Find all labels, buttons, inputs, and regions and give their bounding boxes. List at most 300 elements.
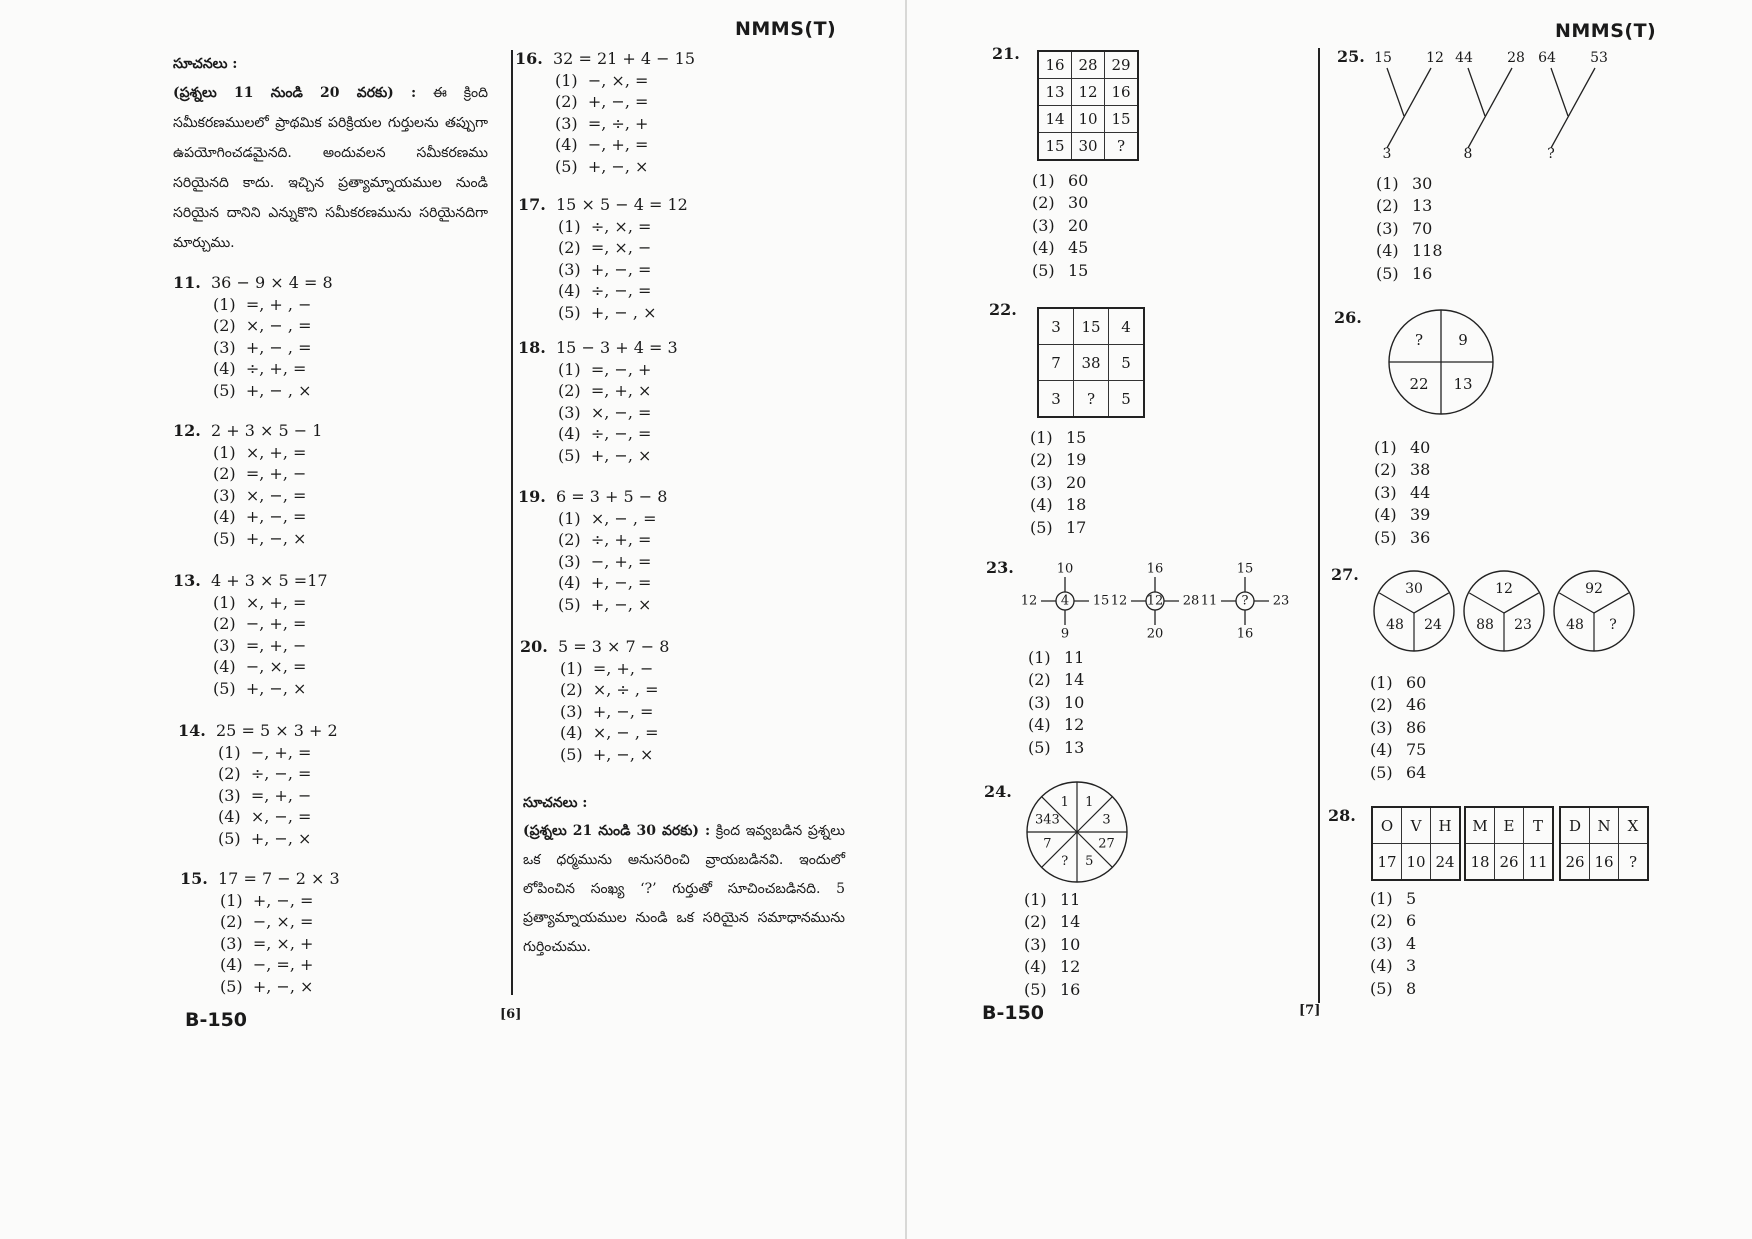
option-value: 12 xyxy=(1064,715,1085,735)
page-header: NMMS(T) xyxy=(1555,20,1657,42)
cross-figure xyxy=(1111,562,1200,642)
option-label: (5) xyxy=(1028,737,1051,757)
q23-options xyxy=(1028,647,1084,759)
option-item[interactable]: (5) +, −, × xyxy=(218,828,312,848)
q28-options xyxy=(1370,888,1416,1000)
option-item[interactable] xyxy=(1370,672,1426,694)
option-value: 75 xyxy=(1406,740,1427,760)
option-item[interactable]: (5) +, − , × xyxy=(213,380,312,400)
option-item[interactable]: (4) ÷, −, = xyxy=(558,424,652,443)
instructions-body: ఈ క్రింది సమీకరణములలో ప్రాథమిక పరిక్రియల గుర్తులను తప్పుగా ఉపయోగించడమైనది. అందువలన సమీకరణము సరియైనది కాదు. ఇచ్చిన ప్రత్యామ్నాయముల నుండి సరియైన దానిని ఎన్నుకొని సమీకరణమును సరియైనదిగా మార్చుము. xyxy=(173,85,489,251)
option-value: 60 xyxy=(1406,673,1427,692)
option-label: (3) xyxy=(1374,482,1397,502)
option-item[interactable]: (5) +, −, × xyxy=(220,976,314,996)
option-item[interactable] xyxy=(1370,762,1426,784)
cross-left-value: 12 xyxy=(1110,593,1128,609)
option-item[interactable]: (5) +, −, × xyxy=(560,744,654,764)
number-cell: 26 xyxy=(1495,844,1524,881)
option-label: (1) xyxy=(1030,428,1053,447)
option-item[interactable] xyxy=(1030,427,1086,449)
question-stem xyxy=(518,337,678,359)
tri-top-value: 30 xyxy=(1405,581,1423,597)
option-label: (5) xyxy=(1030,517,1053,537)
question-equation: 15 − 3 + 4 = 3 xyxy=(556,338,678,357)
option-item[interactable] xyxy=(1032,237,1088,259)
option-item[interactable] xyxy=(1370,955,1416,977)
option-item[interactable]: (3) ×, −, = xyxy=(558,402,652,422)
option-item[interactable]: (1) ×, +, = xyxy=(213,442,307,462)
question-18 xyxy=(518,337,678,466)
grid-cell: 4 xyxy=(1109,308,1145,345)
option-item[interactable] xyxy=(1376,173,1443,195)
option-item[interactable]: (5) +, −, × xyxy=(555,156,649,176)
q22-grid xyxy=(1037,307,1145,418)
option-label: (4) xyxy=(1376,241,1399,261)
question-stem xyxy=(518,194,688,216)
option-value: 20 xyxy=(1066,472,1087,492)
q25-options xyxy=(1376,173,1443,285)
number-cell: 26 xyxy=(1560,844,1590,881)
option-item[interactable]: (5) +, −, × xyxy=(558,445,652,465)
option-label: (5) xyxy=(1374,527,1397,547)
q24-options xyxy=(1024,889,1080,1001)
tri-circle xyxy=(1464,571,1544,651)
grid-cell: 5 xyxy=(1109,381,1145,418)
grid-row xyxy=(1038,381,1144,418)
option-value: 40 xyxy=(1410,438,1431,457)
q21-options xyxy=(1032,170,1088,282)
option-item[interactable] xyxy=(1030,449,1086,471)
option-item[interactable]: (3) =, ×, + xyxy=(220,933,314,953)
question-stem xyxy=(518,486,667,508)
option-item[interactable]: (4) +, −, = xyxy=(213,507,307,526)
options-list xyxy=(558,508,667,616)
option-item[interactable] xyxy=(1028,669,1084,691)
question-equation: 4 + 3 × 5 =17 xyxy=(211,571,328,590)
option-label: (1) xyxy=(1028,648,1051,667)
tri-top-value: 12 xyxy=(1495,581,1513,597)
grid-cell: ? xyxy=(1105,133,1139,161)
numbers-row xyxy=(1465,844,1553,881)
question-number: 16. xyxy=(515,49,543,68)
option-label: (1) xyxy=(1370,889,1393,908)
option-item[interactable] xyxy=(1376,240,1443,262)
question-stem xyxy=(173,420,322,442)
wheel-sector-value: 27 xyxy=(1098,836,1115,852)
option-label: (2) xyxy=(1370,911,1393,931)
option-value: 16 xyxy=(1060,979,1081,999)
grid-cell: 15 xyxy=(1105,106,1139,133)
instructions-title: సూచనలు : xyxy=(173,56,238,72)
option-item[interactable] xyxy=(1028,714,1084,736)
question-12 xyxy=(173,420,322,549)
option-item[interactable]: (4) ×, −, = xyxy=(218,807,312,826)
option-value: 8 xyxy=(1406,978,1417,998)
letter-cell: D xyxy=(1560,807,1590,844)
cross-left-value: 12 xyxy=(1020,593,1038,609)
option-item[interactable]: (2) −, ×, = xyxy=(220,912,314,931)
question-number: 14. xyxy=(178,721,206,740)
option-item[interactable] xyxy=(1374,482,1430,504)
q26-circle xyxy=(1387,308,1497,418)
option-item[interactable] xyxy=(1370,694,1426,716)
option-value: 3 xyxy=(1406,956,1417,976)
y-left-value: 64 xyxy=(1538,50,1556,66)
numbers-row xyxy=(1372,844,1460,881)
option-item[interactable]: (3) −, +, = xyxy=(558,551,652,571)
cross-top-value: 10 xyxy=(1056,561,1074,577)
option-label: (5) xyxy=(1370,762,1393,782)
option-item[interactable] xyxy=(1370,888,1416,910)
option-item[interactable] xyxy=(1370,739,1426,761)
letter-cell: E xyxy=(1495,807,1524,844)
option-item[interactable] xyxy=(1030,494,1086,516)
column-divider xyxy=(1318,48,1320,1003)
right-page xyxy=(905,0,1752,1239)
cross-center-value: 12 xyxy=(1146,593,1164,609)
cross-top-value: 16 xyxy=(1146,561,1164,577)
option-label: (3) xyxy=(1030,472,1053,492)
option-value: 70 xyxy=(1412,218,1433,238)
letters-row xyxy=(1560,807,1648,844)
y-left-value: 44 xyxy=(1455,50,1473,66)
option-item[interactable]: (3) +, − , = xyxy=(213,337,312,357)
option-value: 19 xyxy=(1066,450,1087,470)
option-item[interactable]: (4) +, −, = xyxy=(558,573,652,592)
options-list xyxy=(213,294,333,402)
wheel-sector-value: 7 xyxy=(1043,836,1052,852)
option-item[interactable] xyxy=(1376,263,1443,285)
option-item[interactable] xyxy=(1024,956,1080,978)
q24-number: 24. xyxy=(984,782,1012,801)
option-item[interactable]: (4) −, ×, = xyxy=(213,657,307,676)
option-label: (4) xyxy=(1370,956,1393,976)
y-left-value: 15 xyxy=(1374,50,1392,66)
grid-cell: ? xyxy=(1074,381,1109,418)
option-label: (3) xyxy=(1370,717,1393,737)
quadrant-top-right: 9 xyxy=(1458,331,1468,349)
option-item[interactable]: (4) −, +, = xyxy=(555,135,649,154)
option-item[interactable]: (3) +, −, = xyxy=(558,259,652,279)
letter-cell: V xyxy=(1402,807,1431,844)
letter-cell: N xyxy=(1590,807,1619,844)
question-number: 18. xyxy=(518,338,546,357)
options-list xyxy=(558,359,678,467)
option-item[interactable]: (4) −, =, + xyxy=(220,955,314,974)
grid-cell: 3 xyxy=(1038,308,1074,345)
instructions2-body: క్రింద ఇవ్వబడిన ప్రశ్నలు ఒక ధర్మమును అనుసరించి వ్రాయబడినవి. ఇందులో లోపించిన సంఖ్య ‘?’ గుర్తుతో సూచించబడినది. 5 ప్రత్యామ్నాయముల నుండి ఒక సరియైన సమాధానమును గుర్తించుము. xyxy=(523,823,845,955)
option-label: (4) xyxy=(1030,495,1053,515)
option-label: (5) xyxy=(1370,978,1393,998)
option-label: (2) xyxy=(1374,460,1397,480)
q26-options xyxy=(1374,437,1430,549)
option-item[interactable]: (2) ÷, +, = xyxy=(558,530,652,549)
y-bottom-value: 8 xyxy=(1463,146,1473,162)
option-item[interactable]: (5) +, −, × xyxy=(213,528,307,548)
option-item[interactable] xyxy=(1370,717,1426,739)
footer-code: B-150 xyxy=(185,1009,248,1031)
q28-number: 28. xyxy=(1328,806,1356,825)
option-item[interactable]: (2) ÷, −, = xyxy=(218,764,312,783)
option-label: (1) xyxy=(1032,171,1055,190)
question-equation: 5 = 3 × 7 − 8 xyxy=(558,637,670,656)
letter-cell: O xyxy=(1372,807,1402,844)
option-value: 13 xyxy=(1064,737,1085,757)
question-stem xyxy=(515,48,695,70)
option-label: (3) xyxy=(1376,218,1399,238)
option-item[interactable]: (1) −, +, = xyxy=(218,742,312,762)
option-item[interactable]: (1) −, ×, = xyxy=(555,70,649,90)
option-item[interactable]: (1) =, +, − xyxy=(560,658,654,678)
option-value: 5 xyxy=(1406,889,1417,908)
y-figure xyxy=(1538,50,1608,162)
option-label: (3) xyxy=(1032,215,1055,235)
q21-grid xyxy=(1037,50,1139,161)
y-bottom-value: ? xyxy=(1547,146,1555,162)
option-item[interactable] xyxy=(1374,504,1430,526)
option-item[interactable]: (1) =, + , − xyxy=(213,294,312,314)
option-item[interactable]: (1) ×, − , = xyxy=(558,508,657,528)
question-number: 12. xyxy=(173,421,201,440)
q26-number: 26. xyxy=(1334,308,1362,327)
option-label: (3) xyxy=(1024,934,1047,954)
option-item[interactable]: (4) ÷, +, = xyxy=(213,359,307,378)
tri-right-value: ? xyxy=(1609,617,1617,633)
option-value: 11 xyxy=(1064,648,1085,667)
question-stem xyxy=(180,868,340,890)
option-item[interactable]: (5) +, −, × xyxy=(558,594,652,614)
y-left-arm xyxy=(1551,68,1568,116)
wheel-sector-value: 1 xyxy=(1085,794,1094,810)
option-item[interactable] xyxy=(1030,472,1086,494)
instructions2-lead: (ప్రశ్నలు 21 నుండి 30 వరకు) : xyxy=(523,823,711,839)
wheel-sector-value: 5 xyxy=(1085,854,1094,870)
option-label: (5) xyxy=(1376,263,1399,283)
option-value: 15 xyxy=(1068,260,1089,280)
option-item[interactable] xyxy=(1028,647,1084,669)
letters-row xyxy=(1372,807,1460,844)
grid-cell: 16 xyxy=(1038,51,1072,79)
grid-cell: 28 xyxy=(1072,51,1105,79)
option-value: 17 xyxy=(1066,517,1087,537)
cross-right-value: 23 xyxy=(1272,593,1290,609)
q25-number: 25. xyxy=(1337,47,1365,66)
grid-cell: 13 xyxy=(1038,79,1072,106)
option-value: 38 xyxy=(1410,460,1431,480)
option-item[interactable] xyxy=(1374,437,1430,459)
option-item[interactable]: (2) ×, − , = xyxy=(213,316,312,335)
number-cell: 17 xyxy=(1372,844,1402,881)
options-list xyxy=(213,442,322,550)
question-14 xyxy=(178,720,338,849)
question-11 xyxy=(173,272,333,401)
instructions-text xyxy=(173,78,488,258)
grid-row xyxy=(1038,133,1138,161)
cross-bottom-value: 20 xyxy=(1146,626,1164,642)
option-item[interactable]: (2) =, +, × xyxy=(558,381,652,400)
option-item[interactable] xyxy=(1370,933,1416,955)
q24-wheel xyxy=(1023,778,1133,888)
option-item[interactable]: (2) −, +, = xyxy=(213,614,307,633)
cross-center-value: ? xyxy=(1241,593,1249,609)
option-value: 44 xyxy=(1410,482,1431,502)
option-item[interactable] xyxy=(1024,889,1080,911)
letter-cell: X xyxy=(1619,807,1649,844)
option-item[interactable]: (2) =, +, − xyxy=(213,464,307,483)
option-value: 13 xyxy=(1412,196,1433,216)
question-equation: 2 + 3 × 5 − 1 xyxy=(211,421,323,440)
option-item[interactable]: (1) ×, +, = xyxy=(213,592,307,612)
wheel-sector-value: 3 xyxy=(1102,812,1111,828)
option-label: (4) xyxy=(1032,238,1055,258)
cross-bottom-value: 16 xyxy=(1236,626,1254,642)
letter-number-box xyxy=(1559,806,1649,881)
q23-number: 23. xyxy=(986,558,1014,577)
instructions2-text xyxy=(523,817,845,962)
option-item[interactable]: (4) ÷, −, = xyxy=(558,281,652,300)
option-item[interactable]: (3) =, +, − xyxy=(218,785,312,805)
question-number: 17. xyxy=(518,195,546,214)
option-item[interactable]: (2) ×, ÷ , = xyxy=(560,680,659,699)
letters-row xyxy=(1465,807,1553,844)
option-item[interactable]: (3) =, ÷, + xyxy=(555,113,649,133)
option-value: 118 xyxy=(1412,241,1443,261)
option-item[interactable] xyxy=(1028,737,1084,759)
option-item[interactable] xyxy=(1370,978,1416,1000)
cross-bottom-value: 9 xyxy=(1060,626,1070,642)
options-list xyxy=(555,70,695,178)
option-item[interactable]: (3) +, −, = xyxy=(560,701,654,721)
tri-left-value: 48 xyxy=(1566,617,1584,633)
question-number: 11. xyxy=(173,273,201,292)
question-equation: 36 − 9 × 4 = 8 xyxy=(211,273,333,292)
options-list xyxy=(218,742,338,850)
option-label: (2) xyxy=(1376,196,1399,216)
cross-figure xyxy=(1201,562,1290,642)
option-item[interactable] xyxy=(1374,527,1430,549)
tri-left-value: 88 xyxy=(1476,617,1494,633)
cross-right-value: 28 xyxy=(1182,593,1200,609)
grid-row xyxy=(1038,345,1144,381)
q21-number: 21. xyxy=(992,44,1020,63)
y-figure xyxy=(1374,50,1444,162)
letter-number-box xyxy=(1371,806,1461,881)
option-item[interactable] xyxy=(1030,517,1086,539)
quadrant-bottom-left: 22 xyxy=(1409,375,1429,393)
q25-figures xyxy=(1367,46,1667,164)
option-item[interactable] xyxy=(1032,192,1088,214)
q23-figures xyxy=(1017,555,1307,645)
grid-cell: 15 xyxy=(1074,308,1109,345)
question-equation: 17 = 7 − 2 × 3 xyxy=(218,869,340,888)
option-label: (1) xyxy=(1374,438,1397,457)
option-item[interactable] xyxy=(1376,195,1443,217)
option-item[interactable] xyxy=(1370,910,1416,932)
option-value: 36 xyxy=(1410,527,1431,547)
option-item[interactable]: (3) ×, −, = xyxy=(213,485,307,505)
option-value: 14 xyxy=(1064,670,1085,690)
option-item[interactable] xyxy=(1024,911,1080,933)
option-value: 6 xyxy=(1406,911,1417,931)
tri-top-value: 92 xyxy=(1585,581,1603,597)
option-label: (1) xyxy=(1376,174,1399,193)
page-number: [6] xyxy=(500,1007,522,1022)
option-item[interactable] xyxy=(1024,979,1080,1001)
option-item[interactable]: (5) +, − , × xyxy=(558,302,657,322)
option-value: 30 xyxy=(1412,174,1433,193)
option-item[interactable]: (2) +, −, = xyxy=(555,92,649,111)
option-item[interactable] xyxy=(1376,218,1443,240)
question-17 xyxy=(518,194,688,323)
grid-cell: 5 xyxy=(1109,345,1145,381)
question-stem xyxy=(520,636,669,658)
q28-boxes xyxy=(1371,806,1671,876)
tri-left-value: 48 xyxy=(1386,617,1404,633)
option-value: 39 xyxy=(1410,505,1431,525)
option-value: 12 xyxy=(1060,957,1081,977)
option-value: 14 xyxy=(1060,912,1081,932)
grid-cell: 29 xyxy=(1105,51,1139,79)
option-item[interactable] xyxy=(1374,459,1430,481)
option-item[interactable] xyxy=(1032,215,1088,237)
question-number: 13. xyxy=(173,571,201,590)
tri-right-value: 24 xyxy=(1424,617,1442,633)
grid-row xyxy=(1038,308,1144,345)
option-item[interactable] xyxy=(1028,692,1084,714)
option-value: 60 xyxy=(1068,171,1089,190)
option-item[interactable] xyxy=(1032,260,1088,282)
option-item[interactable]: (3) =, +, − xyxy=(213,635,307,655)
question-equation: 15 × 5 − 4 = 12 xyxy=(556,195,688,214)
option-item[interactable]: (1) =, −, + xyxy=(558,359,652,379)
option-label: (4) xyxy=(1374,505,1397,525)
option-item[interactable]: (4) ×, − , = xyxy=(560,723,659,742)
grid-cell: 16 xyxy=(1105,79,1139,106)
number-cell: 10 xyxy=(1402,844,1431,881)
letter-cell: H xyxy=(1431,807,1461,844)
option-value: 10 xyxy=(1064,692,1085,712)
column-divider xyxy=(511,50,513,995)
y-right-arm xyxy=(1387,68,1431,148)
letter-number-box xyxy=(1464,806,1554,881)
options-list xyxy=(560,658,669,766)
quadrant-top-left: ? xyxy=(1414,331,1424,349)
q27-circles xyxy=(1373,568,1653,656)
option-item[interactable]: (1) +, −, = xyxy=(220,890,314,910)
grid-cell: 38 xyxy=(1074,345,1109,381)
tri-circle xyxy=(1554,571,1634,651)
option-value: 4 xyxy=(1406,933,1417,953)
option-item[interactable] xyxy=(1024,934,1080,956)
wheel-sector-value: 1 xyxy=(1060,794,1069,810)
option-value: 20 xyxy=(1068,215,1089,235)
option-item[interactable]: (1) ÷, ×, = xyxy=(558,216,652,236)
grid-cell: 12 xyxy=(1072,79,1105,106)
option-label: (1) xyxy=(1370,673,1393,692)
cross-center-value: 4 xyxy=(1060,593,1070,609)
number-cell: 24 xyxy=(1431,844,1461,881)
wheel-sector-value: ? xyxy=(1061,854,1069,870)
y-left-arm xyxy=(1468,68,1485,116)
grid-cell: 30 xyxy=(1072,133,1105,161)
question-stem xyxy=(178,720,338,742)
option-item[interactable] xyxy=(1032,170,1088,192)
option-item[interactable]: (2) =, ×, − xyxy=(558,238,652,257)
quadrant-bottom-right: 13 xyxy=(1453,375,1473,393)
grid-cell: 15 xyxy=(1038,133,1072,161)
footer-code: B-150 xyxy=(982,1002,1045,1024)
option-item[interactable]: (5) +, −, × xyxy=(213,678,307,698)
